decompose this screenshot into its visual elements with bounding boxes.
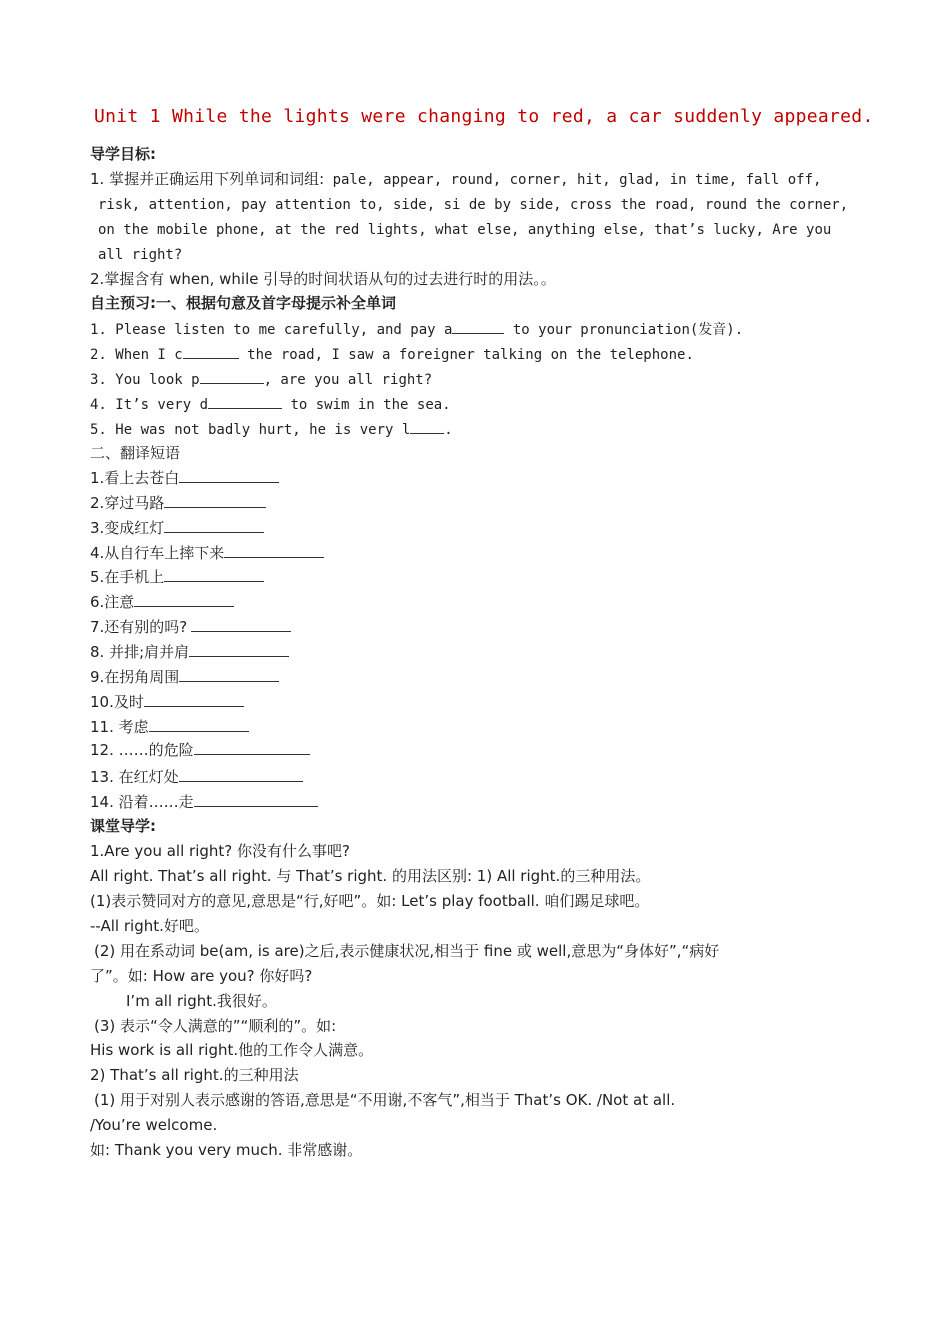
phrase-14-blank: [194, 792, 318, 807]
phrase-4-text: 4.从自行车上摔下来: [90, 544, 225, 562]
phrase-14: [90, 792, 870, 812]
goal-2: 2.掌握含有 when, while 引导的时间状语从句的过去进行时的用法。。: [90, 270, 556, 288]
phrase-2: [90, 493, 870, 513]
fill-item-1-before: 1. Please listen to me carefully, and pay a: [90, 322, 453, 338]
goal-1-words: pale, appear, round, corner, hit, glad, in time, fall off,: [332, 172, 822, 188]
fill-item-2: [90, 344, 870, 365]
fill-item-4: [90, 394, 870, 415]
fill-item-2-after: the road, I saw a foreigner talking on the telephone.: [247, 347, 694, 363]
phrase-9: [90, 667, 870, 687]
phrase-7-blank: [191, 617, 291, 632]
phrase-8: [90, 642, 870, 662]
phrase-4-blank: [224, 543, 324, 558]
class-line-11: (1) 用于对别人表示感谢的答语,意思是“不用谢,不客气”,相当于 That’s OK. /Not at all.: [94, 1091, 676, 1109]
goal-1-line-1: [90, 169, 870, 190]
phrase-13-blank: [179, 767, 303, 782]
class-line-1: 1.Are you all right? 你没有什么事吧?: [90, 842, 350, 860]
fill-item-3-before: 3. You look p: [90, 372, 200, 388]
phrase-13-text: 13. 在红灯处: [90, 768, 179, 786]
phrase-10: [90, 692, 870, 712]
fill-item-2-before: 2. When I c: [90, 347, 183, 363]
phrase-14-text: 14. 沿着……走: [90, 793, 194, 811]
phrase-5-text: 5.在手机上: [90, 568, 165, 586]
goal-1-line-3: on the mobile phone, at the red lights, what else, anything else, that’s lucky, Are you: [98, 222, 832, 238]
translate-heading: 二、翻译短语: [90, 444, 181, 462]
phrase-2-text: 2.穿过马路: [90, 494, 165, 512]
phrase-3: [90, 518, 870, 538]
class-line-10: 2) That’s all right.的三种用法: [90, 1066, 299, 1084]
goal-1-line-4: all right?: [98, 247, 183, 263]
class-line-12: /You’re welcome.: [90, 1116, 218, 1134]
class-line-3: (1)表示赞同对方的意见,意思是“行,好吧”。如: Let’s play football. 咱们踢足球吧。: [90, 892, 650, 910]
class-heading: 课堂导学:: [90, 817, 156, 835]
phrase-3-blank: [164, 518, 264, 533]
class-line-5: (2) 用在系动词 be(am, is are)之后,表示健康状况,相当于 fine 或 well,意思为“身体好”,“病好: [94, 942, 720, 960]
goals-heading: 导学目标:: [90, 145, 156, 163]
phrase-3-text: 3.变成红灯: [90, 519, 165, 537]
phrase-9-text: 9.在拐角周围: [90, 668, 180, 686]
fill-item-5: [90, 419, 870, 440]
phrase-6-blank: [134, 592, 234, 607]
phrase-10-blank: [144, 692, 244, 707]
phrase-7: [90, 617, 870, 637]
class-line-2: All right. That’s all right. 与 That’s right. 的用法区别: 1) All right.的三种用法。: [90, 867, 651, 885]
goal-1-line-2: risk, attention, pay attention to, side, si de by side, cross the road, round the corner,: [98, 197, 849, 213]
phrase-2-blank: [164, 493, 266, 508]
phrase-5-blank: [164, 567, 264, 582]
phrase-12-blank: [194, 740, 310, 755]
class-line-8: (3) 表示“令人满意的”“顺利的”。如:: [94, 1017, 337, 1035]
phrase-10-text: 10.及时: [90, 693, 144, 711]
phrase-7-text: 7.还有别的吗?: [90, 618, 188, 636]
phrase-6: [90, 592, 870, 612]
fill-blank-3: [200, 369, 264, 384]
fill-blank-2: [183, 344, 239, 359]
phrase-13: [90, 767, 870, 787]
fill-blank-1: [452, 319, 504, 334]
phrase-11-blank: [149, 717, 249, 732]
class-line-9: His work is all right.他的工作令人满意。: [90, 1041, 374, 1059]
phrase-12-text: 12. ……的危险: [90, 741, 194, 759]
phrase-4: [90, 543, 870, 563]
fill-blank-4: [208, 394, 282, 409]
class-line-6: 了”。如: How are you? 你好吗?: [90, 967, 313, 985]
fill-item-5-before: 5. He was not badly hurt, he is very l: [90, 422, 411, 438]
phrase-1-text: 1.看上去苍白: [90, 469, 180, 487]
fill-item-3-after: , are you all right?: [263, 372, 433, 388]
class-line-4: --All right.好吧。: [90, 917, 209, 935]
phrase-11-text: 11. 考虑: [90, 718, 149, 736]
fill-item-1: [90, 319, 870, 340]
phrase-9-blank: [179, 667, 279, 682]
phrase-1-blank: [179, 468, 279, 483]
preview-heading: 自主预习:一、根据句意及首字母提示补全单词: [90, 294, 397, 312]
fill-blank-5: [410, 419, 444, 434]
phrase-8-text: 8. 并排;肩并肩: [90, 643, 190, 661]
phrase-11: [90, 717, 870, 737]
goal-1-prefix: 1. 掌握并正确运用下列单词和词组:: [90, 170, 325, 188]
phrase-1: [90, 468, 870, 488]
phrase-8-blank: [189, 642, 289, 657]
phrase-5: [90, 567, 870, 587]
fill-item-3: [90, 369, 870, 390]
phrase-6-text: 6.注意: [90, 593, 135, 611]
unit-title: Unit 1 While the lights were changing to red, a car suddenly appeared.: [94, 106, 874, 127]
phrase-12: [90, 740, 870, 760]
fill-item-5-after: .: [444, 422, 453, 438]
fill-item-4-before: 4. It’s very d: [90, 397, 209, 413]
fill-item-4-after: to swim in the sea.: [290, 397, 451, 413]
fill-item-1-after: to your pronunciation(发音).: [512, 322, 744, 338]
class-line-7: I’m all right.我很好。: [126, 992, 277, 1010]
class-line-13: 如: Thank you very much. 非常感谢。: [90, 1141, 363, 1159]
